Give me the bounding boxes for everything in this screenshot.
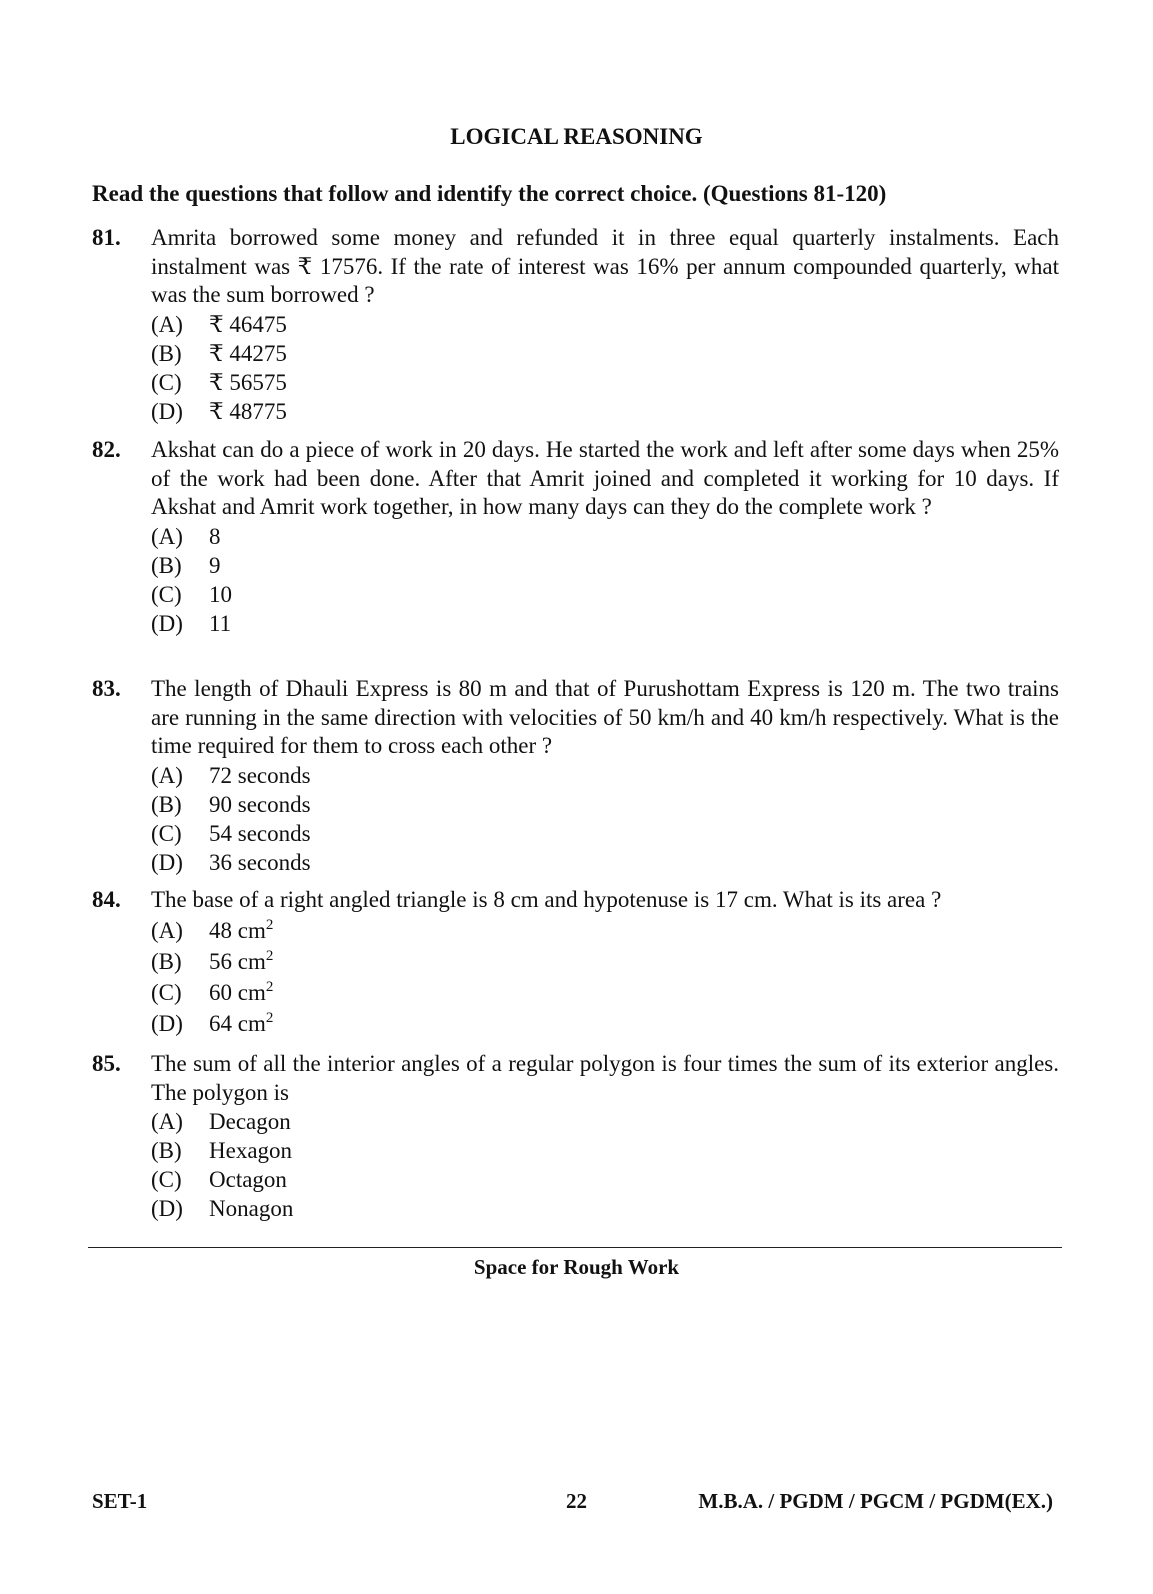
option-value: 11 xyxy=(209,610,232,636)
option-list xyxy=(151,522,1059,638)
question-text: Akshat can do a piece of work in 20 days. He started the work and left after some days when 25% of the work had been done. After that Amrit joined and completed it working for 10 days. If Akshat and Amrit work together, in how many days can they do the complete work ? xyxy=(151,437,1059,519)
option-d xyxy=(151,609,1059,638)
option-value: ₹ 48775 xyxy=(209,398,287,424)
option-label: (A) xyxy=(151,523,183,549)
superscript: 2 xyxy=(265,947,274,964)
question-number: 84. xyxy=(92,887,121,912)
option-c xyxy=(151,977,1059,1008)
option-value: 90 seconds xyxy=(209,791,311,817)
option-value: 36 seconds xyxy=(209,849,311,875)
question-text: The sum of all the interior angles of a regular polygon is four times the sum of its exterior angles. The polygon is xyxy=(151,1051,1059,1105)
option-list xyxy=(151,310,1059,426)
option-value: Octagon xyxy=(209,1167,287,1192)
option-value: ₹ 56575 xyxy=(209,369,287,395)
option-label: (B) xyxy=(151,1138,182,1163)
option-b xyxy=(151,1136,1059,1165)
superscript: 2 xyxy=(265,978,274,995)
option-label: (A) xyxy=(151,1109,183,1134)
option-label: (D) xyxy=(151,849,183,875)
option-b xyxy=(151,946,1059,977)
option-label: (D) xyxy=(151,610,183,636)
option-label: (B) xyxy=(151,340,182,366)
option-value: 72 seconds xyxy=(209,762,311,788)
option-value: 60 $cm^2$ xyxy=(209,978,274,1005)
question-text: Amrita borrowed some money and refunded it in three equal quarterly instalments. Each instalment was ₹ 17576. If the rate of interest was 16% per annum compounded quarterly, what was the sum borrowed ? xyxy=(151,225,1059,307)
question-number: 82. xyxy=(92,437,121,462)
footer-course: M.B.A. / PGDM / PGCM / PGDM(EX.) xyxy=(698,1489,1053,1513)
option-value: 10 xyxy=(209,581,232,607)
question-number: 83. xyxy=(92,676,121,701)
option-value: 56 $cm^2$ xyxy=(209,947,274,974)
option-label: (D) xyxy=(151,1196,183,1221)
option-label: (B) xyxy=(151,791,182,817)
superscript: 2 xyxy=(265,1009,274,1026)
rough-work-divider xyxy=(88,1247,1062,1248)
option-b xyxy=(151,551,1059,580)
option-label: (C) xyxy=(151,369,182,395)
option-c xyxy=(151,819,1059,848)
option-list xyxy=(151,761,1059,877)
rough-work-label: Space for Rough Work xyxy=(473,1255,680,1279)
option-label: (C) xyxy=(151,581,182,607)
option-label: (C) xyxy=(151,979,182,1005)
option-label: (D) xyxy=(151,1010,183,1036)
option-label: (C) xyxy=(151,820,182,846)
question-text: The base of a right angled triangle is 8 cm and hypotenuse is 17 cm. What is its area ? xyxy=(151,887,942,912)
question-text: The length of Dhauli Express is 80 m and that of Purushottam Express is 120 m. The two trains are running in the same direction with velocities of 50 km/h and 40 km/h respectively. What is the time required for them to cross each other ? xyxy=(151,676,1059,758)
superscript: 2 xyxy=(265,916,274,933)
option-a xyxy=(151,915,1059,946)
option-label: (D) xyxy=(151,398,183,424)
question-82 xyxy=(92,436,1059,638)
option-list xyxy=(151,915,1059,1039)
option-d xyxy=(151,1194,1059,1223)
option-label: (A) xyxy=(151,311,183,337)
question-85 xyxy=(92,1050,1059,1223)
option-a xyxy=(151,761,1059,790)
option-a xyxy=(151,522,1059,551)
option-value: Decagon xyxy=(209,1109,291,1134)
option-value: 8 xyxy=(209,523,221,549)
option-value: 54 seconds xyxy=(209,820,311,846)
question-84 xyxy=(92,886,1059,1039)
option-label: (A) xyxy=(151,762,183,788)
option-c xyxy=(151,1165,1059,1194)
option-value: 9 xyxy=(209,552,221,578)
option-label: (A) xyxy=(151,917,183,943)
option-list xyxy=(151,1107,1059,1223)
section-title: LOGICAL REASONING xyxy=(450,124,703,149)
option-value: 64 $cm^2$ xyxy=(209,1009,274,1036)
option-d xyxy=(151,848,1059,877)
question-81 xyxy=(92,224,1059,426)
option-a xyxy=(151,1107,1059,1136)
question-number: 85. xyxy=(92,1051,121,1076)
footer-page-number: 22 xyxy=(566,1489,587,1513)
question-83 xyxy=(92,675,1059,877)
option-label: (B) xyxy=(151,552,182,578)
option-d xyxy=(151,1008,1059,1039)
instructions: Read the questions that follow and identify the correct choice. (Questions 81-120) xyxy=(92,181,887,206)
option-label: (B) xyxy=(151,948,182,974)
option-c xyxy=(151,368,1059,397)
footer-set: SET-1 xyxy=(92,1489,148,1513)
option-value: 48 $cm^2$ xyxy=(209,916,274,943)
option-label: (C) xyxy=(151,1167,182,1192)
option-b xyxy=(151,339,1059,368)
question-number: 81. xyxy=(92,225,121,250)
option-value: Nonagon xyxy=(209,1196,294,1221)
option-value: ₹ 46475 xyxy=(209,311,287,337)
option-b xyxy=(151,790,1059,819)
option-a xyxy=(151,310,1059,339)
option-value: ₹ 44275 xyxy=(209,340,287,366)
option-c xyxy=(151,580,1059,609)
option-value: Hexagon xyxy=(209,1138,293,1163)
option-d xyxy=(151,397,1059,426)
